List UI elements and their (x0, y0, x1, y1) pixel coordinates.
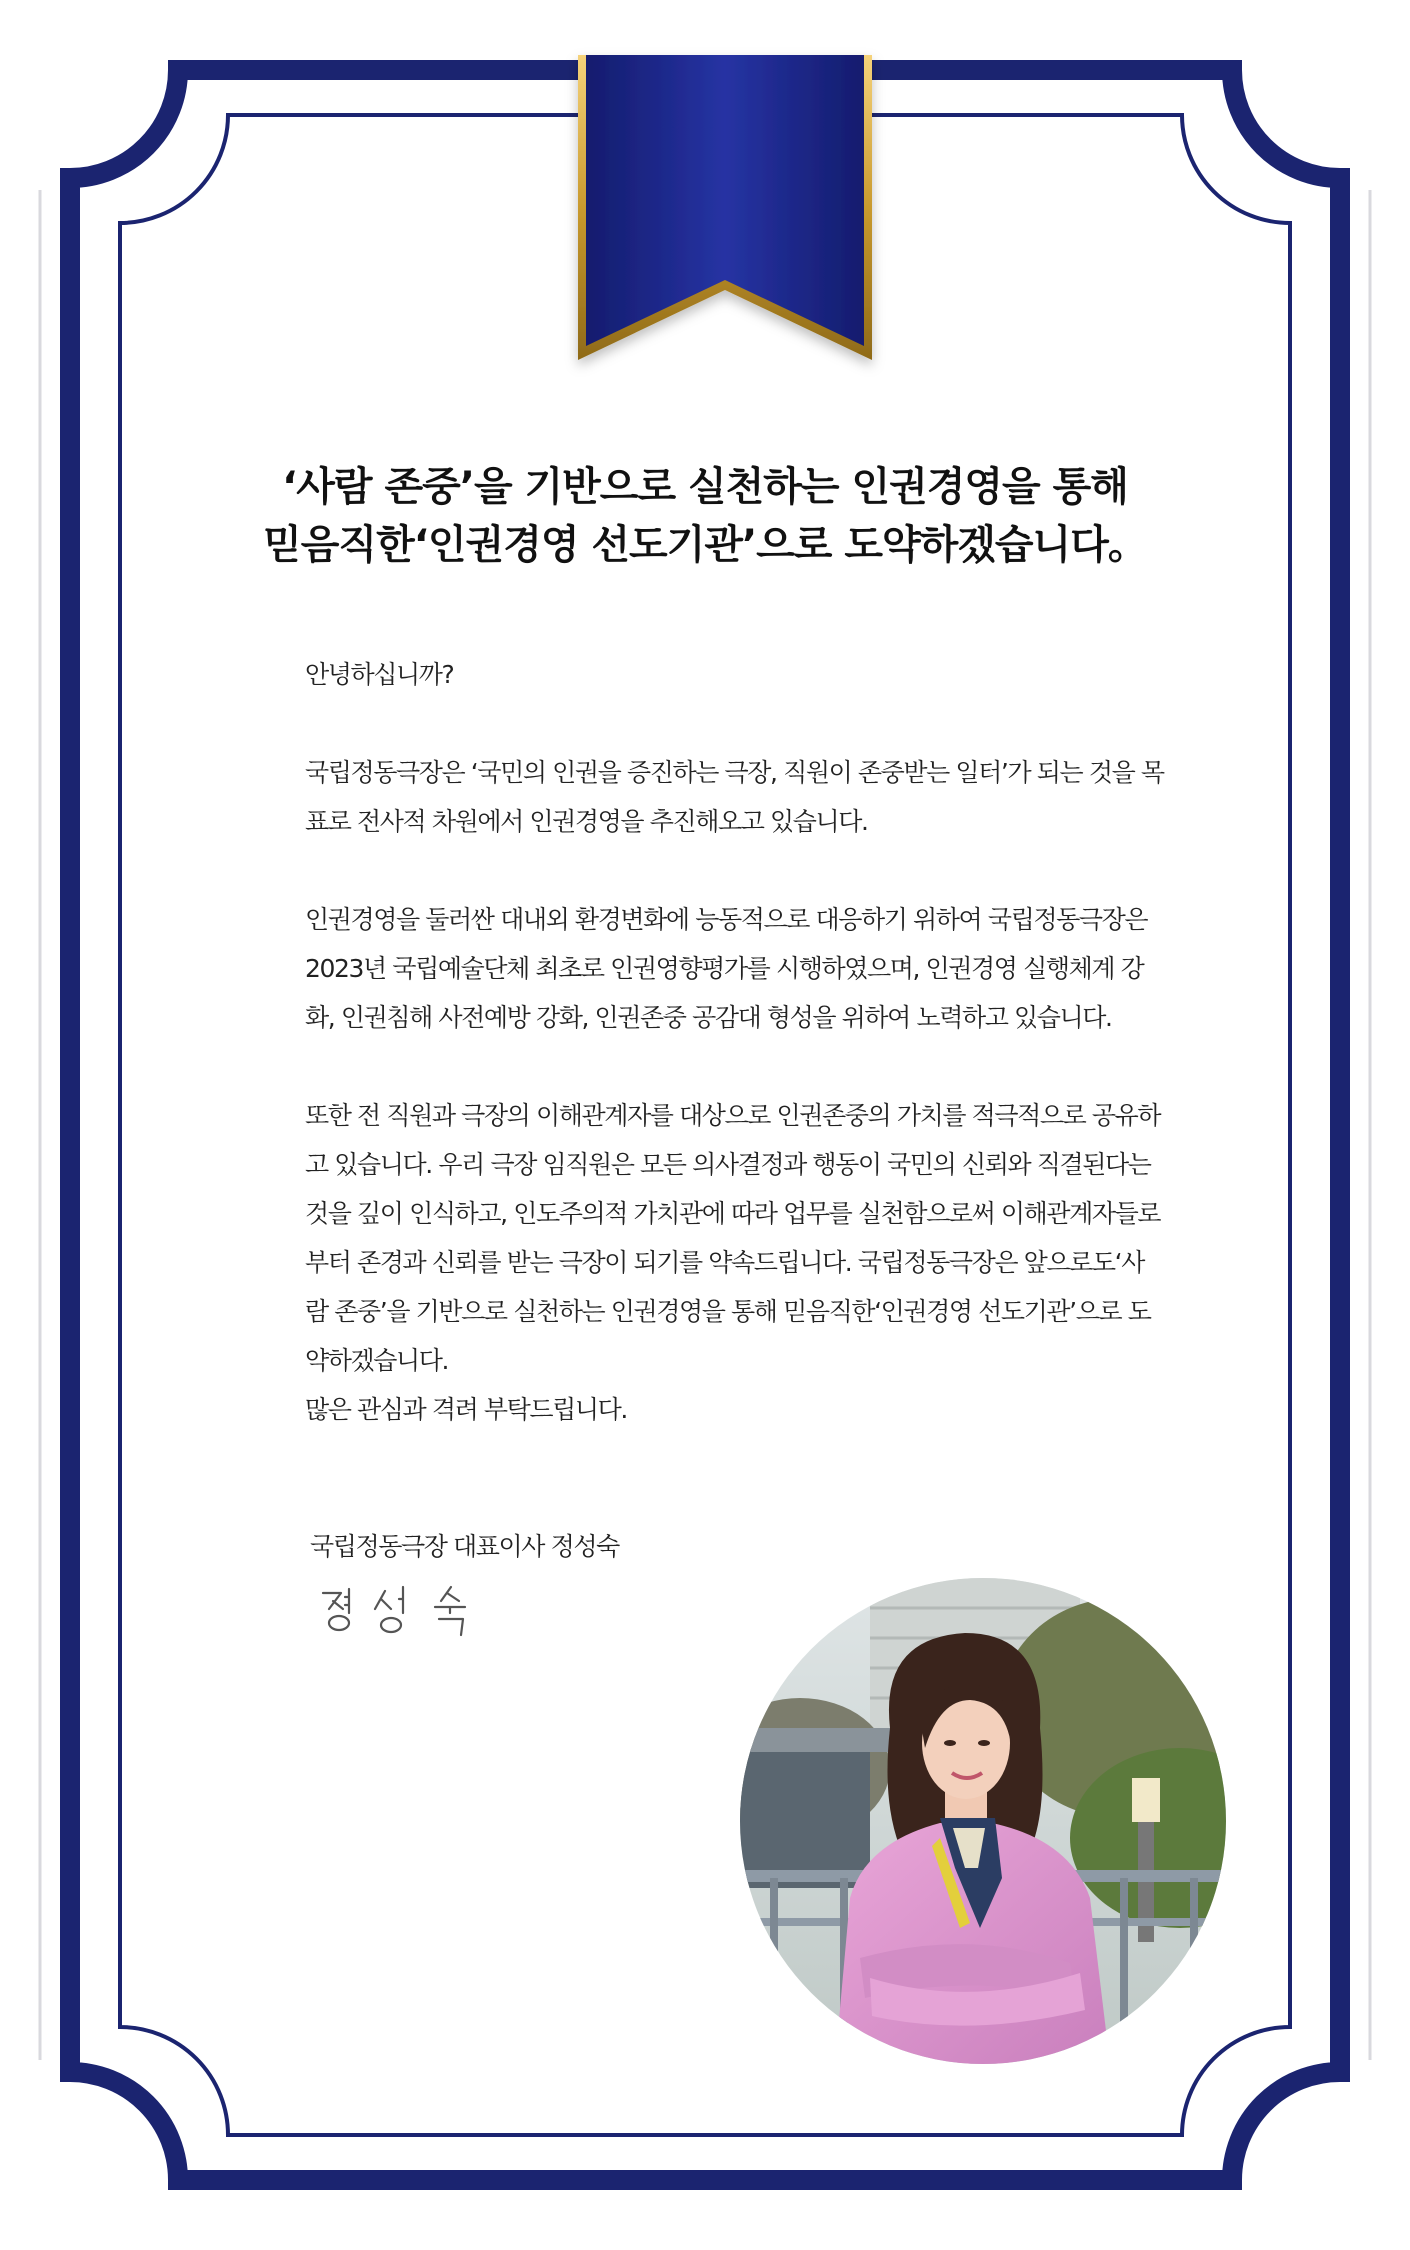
paragraph-3: 또한 전 직원과 극장의 이해관계자를 대상으로 인권존중의 가치를 적극적으로 공유하고 있습니다. 우리 극장 임직원은 모든 의사결정과 행동이 국민의 신뢰와 직결된다는 것을 깊이 인식하고, 인도주의적 가치관에 따라 업무를 실천함으로써 이해관계자들로부터 존경과 신뢰를 받는 극장이 되기를 약속드립니다. 국립정동극장은 앞으로도‘사람 존중’을 기반으로 실천하는 인권경영을 통해 믿음직한‘인권경영 선도기관’으로 도약하겠습니다. (305, 1101, 1161, 1375)
title-line-1: ‘사람 존중’을 기반으로 실천하는 인권경영을 통해 (282, 464, 1128, 510)
page-title (150, 458, 1260, 574)
paragraph-2: 인권경영을 둘러싼 대내외 환경변화에 능동적으로 대응하기 위하여 국립정동극장은 2023년 국립예술단체 최초로 인권영향평가를 시행하였으며, 인권경영 실행체계 강화, 인권침해 사전예방 강화, 인권존중 공감대 형성을 위하여 노력하고 있습니다. (305, 905, 1148, 1032)
paragraph-1: 국립정동극장은 ‘국민의 인권을 증진하는 극장, 직원이 존중받는 일터’가 되는 것을 목표로 전사적 차원에서 인권경영을 추진해오고 있습니다. (305, 758, 1164, 836)
ceo-portrait-photo (740, 1578, 1226, 2064)
title-line-2: 믿음직한‘인권경영 선도기관’으로 도약하겠습니다。 (263, 522, 1147, 568)
handwritten-signature (315, 1575, 495, 1645)
signoff-name: 국립정동극장 대표이사 정성숙 (310, 1532, 619, 1561)
letter-body (305, 650, 1165, 1483)
greeting: 안녕하십니까? (305, 660, 454, 689)
closing-line: 많은 관심과 격려 부탁드립니다. (305, 1395, 627, 1424)
ribbon-badge-icon (0, 0, 1410, 400)
